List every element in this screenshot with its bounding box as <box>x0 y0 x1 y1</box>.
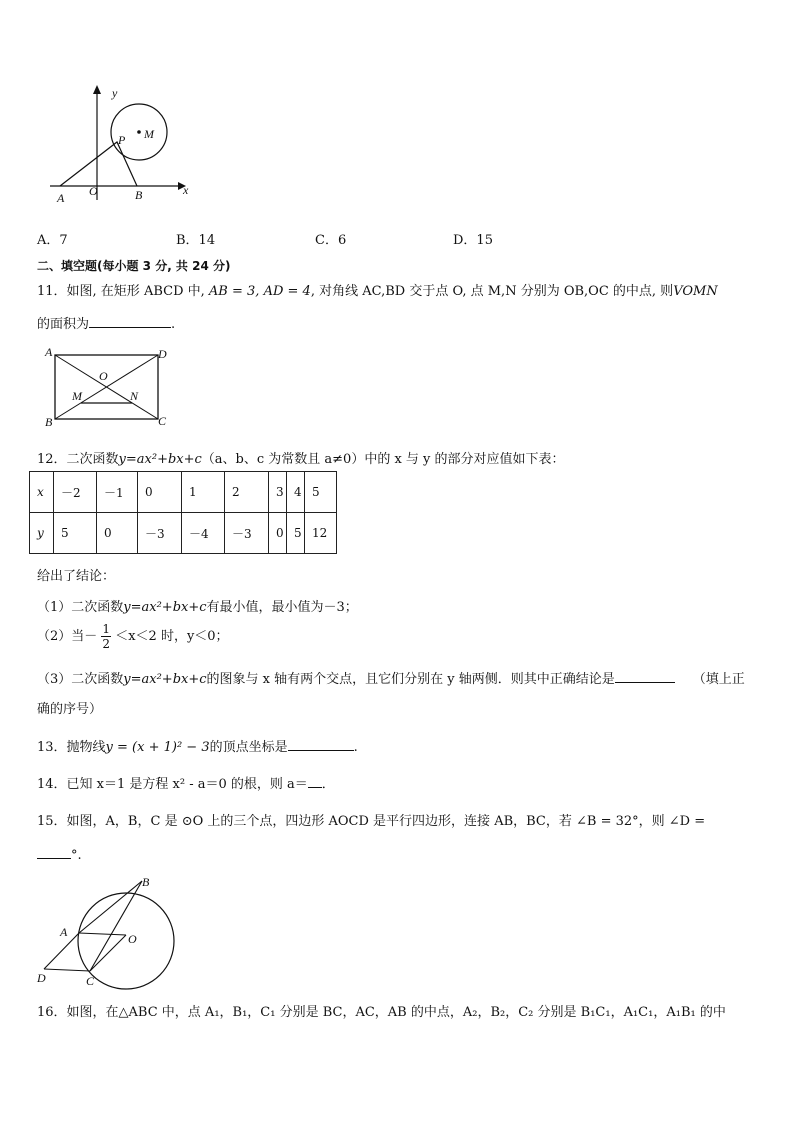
table-cell: 0 <box>269 513 287 554</box>
table-cell: 3 <box>269 472 287 513</box>
q11-ad: AD = 4 <box>263 284 311 299</box>
rectangle-figure <box>40 345 180 429</box>
rect-m-label: M <box>72 389 82 403</box>
point-a-label: A <box>57 191 65 205</box>
q14 <box>37 773 335 792</box>
q12-c3-func: y=ax²+bx+c <box>123 672 207 687</box>
choice-a: A．7 <box>37 233 68 248</box>
table-y-header: y <box>30 513 54 554</box>
q11-ab: AB = 3, <box>208 284 260 299</box>
choice-c: C．6 <box>315 233 347 248</box>
table-cell: －4 <box>182 513 225 554</box>
q12-line-end: 确的序号） <box>37 702 103 717</box>
q12-c2-a: （2）当－ <box>37 629 98 644</box>
q13-expr: y = (x + 1)² − 3 <box>105 740 210 755</box>
point-b-label: B <box>135 188 143 202</box>
q13-b: 的顶点坐标是 <box>209 740 288 755</box>
fig15-a-label: A <box>60 925 68 939</box>
rect-o-label: O <box>99 369 108 383</box>
q13-end: . <box>353 740 358 755</box>
rect-d-label: D <box>158 347 167 361</box>
table-cell: 5 <box>287 513 305 554</box>
table-row-y <box>30 513 337 554</box>
q15-end: °. <box>71 848 82 863</box>
q15-line2 <box>37 846 82 863</box>
q11-area-label: 的面积为 <box>37 317 90 332</box>
q12-conclusion-3 <box>37 668 745 687</box>
q11-tri: VOMN <box>673 284 718 299</box>
table-cell: 5 <box>54 513 97 554</box>
table-cell: －1 <box>97 472 138 513</box>
table-cell: 5 <box>305 472 337 513</box>
rect-a-label: A <box>45 345 53 359</box>
circle-parallelogram-figure <box>32 872 182 992</box>
table-x-header: x <box>30 472 54 513</box>
table-cell: 0 <box>138 472 182 513</box>
table-cell: 12 <box>305 513 337 554</box>
q13-answer-blank[interactable] <box>288 738 354 751</box>
table-row-x <box>30 472 337 513</box>
q12-c1-b: 有最小值，最小值为－3； <box>206 600 358 615</box>
q11-line1 <box>37 280 718 299</box>
q11-end: . <box>171 317 176 332</box>
table-cell: －3 <box>225 513 269 554</box>
table-cell: 2 <box>225 472 269 513</box>
choice-b: B．14 <box>176 233 216 248</box>
fig15-d-label: D <box>37 971 46 985</box>
x-axis-label: x <box>183 183 189 197</box>
section-title: 二、填空题(每小题 3 分, 共 24 分) <box>37 259 231 273</box>
q12-conclusion-2 <box>37 622 229 651</box>
q14-end: ． <box>321 777 335 792</box>
fig15-o-label: O <box>128 932 137 946</box>
table-cell: 0 <box>97 513 138 554</box>
q12-intro-a: 12．二次函数 <box>37 452 119 467</box>
q12-func: y=ax²+bx+c <box>118 452 202 467</box>
q12-c3-c: （填上正 <box>692 672 745 687</box>
table-cell: 1 <box>182 472 225 513</box>
q14-answer-blank[interactable] <box>308 775 322 788</box>
q12-c3-a: （3）二次函数 <box>37 672 124 687</box>
q12-answer-blank[interactable] <box>615 670 675 683</box>
q12-given: 给出了结论： <box>37 569 116 584</box>
q15-line1: 15．如图，A，B，C 是 ⊙O 上的三个点，四边形 AOCD 是平行四边形，连接 AB，BC，若 ∠B = 32°，则 ∠D = <box>37 814 706 829</box>
q15-answer-blank[interactable] <box>37 846 71 859</box>
q11-answer-blank[interactable] <box>89 315 171 328</box>
q12-intro <box>37 448 565 467</box>
rect-c-label: C <box>158 414 167 428</box>
q12-c1-a: （1）二次函数 <box>37 600 124 615</box>
values-table <box>29 471 337 554</box>
q11-middle: , 对角线 AC,BD 交于点 O, 点 M,N 分别为 OB,OC 的中点, 则 <box>310 284 674 299</box>
q12-intro-b: （a、b、c 为常数且 a≠0）中的 x 与 y 的部分对应值如下表： <box>201 452 565 467</box>
q14-a: 14．已知 x＝1 是方程 x² - a＝0 的根，则 a＝ <box>37 777 308 792</box>
q16: 16．如图，在△ABC 中，点 A₁，B₁，C₁ 分别是 BC，AC，AB 的中点，A₂，B₂，C₂ 分别是 B₁C₁，A₁C₁，A₁B₁ 的中 <box>37 1005 726 1020</box>
y-axis-label: y <box>112 86 118 100</box>
point-o-label: O <box>89 184 98 198</box>
q12-conclusion-1 <box>37 596 358 615</box>
table-cell: 4 <box>287 472 305 513</box>
rect-n-label: N <box>130 389 139 403</box>
q12-c1-func: y=ax²+bx+c <box>123 600 207 615</box>
choice-d: D．15 <box>453 233 493 248</box>
q12-c3-b: 的图象与 x 轴有两个交点，且它们分别在 y 轴两侧．则其中正确结论是 <box>206 672 615 687</box>
fig15-b-label: B <box>142 875 150 889</box>
point-m-label: M <box>144 127 154 141</box>
fig15-c-label: C <box>86 974 95 988</box>
fraction-half: $\frac{1}{2}$ <box>102 622 111 651</box>
table-cell: －2 <box>54 472 97 513</box>
q13-a: 13．抛物线 <box>37 740 106 755</box>
q11-line2 <box>37 313 175 332</box>
rect-b-label: B <box>45 415 53 429</box>
point-p-label: P <box>118 133 126 147</box>
q12-c2-b: ＜x＜2 时，y＜0； <box>115 629 229 644</box>
q11-prefix: 11．如图, 在矩形 ABCD 中, <box>37 284 205 299</box>
q13 <box>37 736 358 755</box>
table-cell: －3 <box>138 513 182 554</box>
coordinate-circle-figure <box>40 82 240 212</box>
